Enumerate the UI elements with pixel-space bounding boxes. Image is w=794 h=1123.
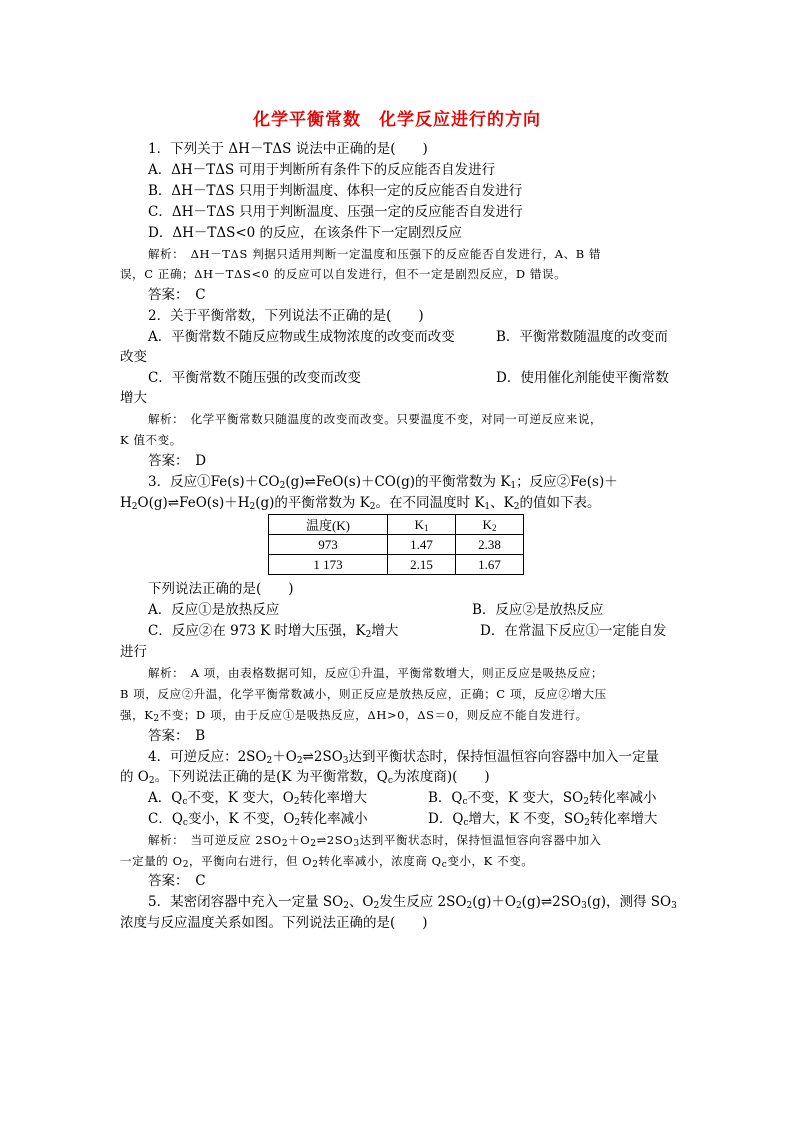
q2-option-b-continued: 改变 bbox=[120, 349, 147, 365]
q5-stem-line2: 浓度与反应温度关系如图。下列说法正确的是( ) bbox=[120, 915, 428, 931]
q1-option-d: D．ΔH－TΔS<0 的反应，在该条件下一定剧烈反应 bbox=[148, 225, 463, 241]
equilibrium-arrow-icon: ⇌ bbox=[304, 474, 316, 490]
table-row bbox=[269, 555, 524, 575]
q4-answer: 答案： C bbox=[148, 873, 206, 889]
q3-analysis-line2: B 项，反应②升温，化学平衡常数减小，则正反应是放热反应，正确；C 项，反应②增大压 bbox=[120, 687, 607, 701]
table-row bbox=[269, 535, 524, 555]
table-header-cell: $K_1$ bbox=[388, 515, 456, 535]
q2-option-a: A．平衡常数不随反应物或生成物浓度的改变而改变 bbox=[148, 329, 455, 345]
q5-stem-line1: 5．某密闭容器中充入一定量 $SO_2$、$O_2$发生反应 $2SO_2(g)+O_2(g)\rightleftharpoons 2SO_3(g)$，测得 $SO_3$ bbox=[148, 894, 677, 911]
equilibrium-arrow-icon: ⇌ bbox=[540, 894, 553, 910]
q3-stem-line1: 3．反应$①Fe(s)+CO_2(g)\rightleftharpoons FeO(s)+CO(g)$的平衡常数为 $K_1$；反应②Fe(s)＋ bbox=[148, 474, 618, 491]
table-cell: 2.15 bbox=[388, 555, 456, 575]
q1-option-a: A．ΔH－TΔS 可用于判断所有条件下的反应能否自发进行 bbox=[148, 162, 496, 178]
q3-answer: 答案： B bbox=[148, 728, 206, 744]
table-cell: 1.67 bbox=[456, 555, 524, 575]
q2-option-d-continued: 增大 bbox=[120, 390, 147, 406]
table-cell: 1 173 bbox=[269, 555, 388, 575]
equilibrium-arrow-icon: ⇌ bbox=[316, 833, 327, 847]
q1-answer: 答案： C bbox=[148, 287, 206, 303]
q4-stem-line1: 4．可逆反应：$2SO_2+O_2\rightleftharpoons 2SO_3$达到平衡状态时，保持恒温恒容向容器中加入一定量 bbox=[148, 749, 659, 766]
q4-option-a: A．$Q_c$不变，K 变大，$O_2$转化率增大 bbox=[148, 790, 368, 807]
q3-ask: 下列说法正确的是( ) bbox=[148, 581, 294, 597]
q2-analysis-line1: 解析： 化学平衡常数只随温度的改变而改变。只要温度不变，对同一可逆反应来说， bbox=[148, 412, 603, 426]
q3-stem-line2: $H_2O(g)\rightleftharpoons FeO(s)+H_2(g)$的平衡常数为 $K_2$。在不同温度时 $K_1$、$K_2$的值如下表。 bbox=[120, 495, 601, 512]
q2-analysis-line2: K 值不变。 bbox=[120, 433, 182, 447]
q3-analysis-line3: 强，$K_2$不变；D 项，由于反应①是吸热反应，ΔH>0，ΔS＝0，则反应不能自发进行。 bbox=[120, 708, 588, 724]
q3-option-d-continued: 进行 bbox=[120, 644, 147, 660]
q2-answer: 答案： D bbox=[148, 453, 207, 469]
q3-option-c: C．反应②在 973 K 时增大压强，$K_2$增大 bbox=[148, 623, 399, 640]
q3-option-b: B．反应②是放热反应 bbox=[472, 602, 604, 618]
table-cell: 1.47 bbox=[388, 535, 456, 555]
q4-option-b: B．$Q_c$不变，K 变大，$SO_2$转化率减小 bbox=[428, 790, 657, 807]
q2-option-c: C．平衡常数不随压强的改变而改变 bbox=[148, 370, 361, 386]
table-header-row bbox=[269, 515, 524, 535]
q4-analysis-line1: 解析： 当可逆反应 $2SO_2+O_2\rightleftharpoons 2SO_3$达到平衡状态时，保持恒温恒容向容器中加入 bbox=[148, 833, 602, 849]
q4-option-c: C．$Q_c$变小，K 不变，$O_2$转化率减小 bbox=[148, 811, 368, 828]
table-cell: 2.38 bbox=[456, 535, 524, 555]
q2-stem: 2．关于平衡常数，下列说法不正确的是( ) bbox=[148, 308, 424, 324]
q4-option-d: D．$Q_c$增大，K 不变，$SO_2$转化率增大 bbox=[428, 811, 658, 828]
equilibrium-arrow-icon: ⇌ bbox=[302, 749, 314, 765]
q3-option-d: D．在常温下反应①一定能自发 bbox=[480, 623, 667, 639]
equilibrium-arrow-icon: ⇌ bbox=[167, 495, 180, 511]
q1-option-b: B．ΔH－TΔS 只用于判断温度、体积一定的反应能否自发进行 bbox=[148, 183, 523, 199]
table-header-cell: $K_2$ bbox=[456, 515, 524, 535]
q2-option-d: D．使用催化剂能使平衡常数 bbox=[496, 370, 669, 386]
q1-analysis-line2: 误，C 正确；ΔH－TΔS<0 的反应可以自发进行，但不一定是剧烈反应，D 错误。 bbox=[120, 267, 567, 281]
q4-stem-line2: 的 $O_2$。下列说法正确的是(K 为平衡常数，$Q_c$为浓度商)( ) bbox=[120, 769, 490, 786]
equilibrium-constant-table bbox=[268, 514, 524, 575]
page-title: 化学平衡常数 化学反应进行的方向 bbox=[253, 110, 541, 130]
table-header-cell: 温度(K) bbox=[269, 515, 388, 535]
q1-option-c: C．ΔH－TΔS 只用于判断温度、压强一定的反应能否自发进行 bbox=[148, 204, 523, 220]
q1-stem: 1．下列关于 ΔH－TΔS 说法中正确的是( ) bbox=[148, 141, 428, 157]
q1-analysis-line1: 解析： ΔH－TΔS 判据只适用判断一定温度和压强下的反应能否自发进行，A、B 错 bbox=[148, 247, 602, 261]
table-cell: 973 bbox=[269, 535, 388, 555]
q4-analysis-line2: 一定量的 $O_2$，平衡向右进行，但 $O_2$转化率减小，浓度商 $Q_c$变小，K 不变。 bbox=[120, 854, 534, 870]
q3-analysis-line1: 解析： A 项，由表格数据可知，反应①升温，平衡常数增大，则正反应是吸热反应； bbox=[148, 666, 604, 680]
q3-option-a: A．反应①是放热反应 bbox=[148, 602, 280, 618]
q2-option-b: B．平衡常数随温度的改变而 bbox=[496, 329, 668, 345]
